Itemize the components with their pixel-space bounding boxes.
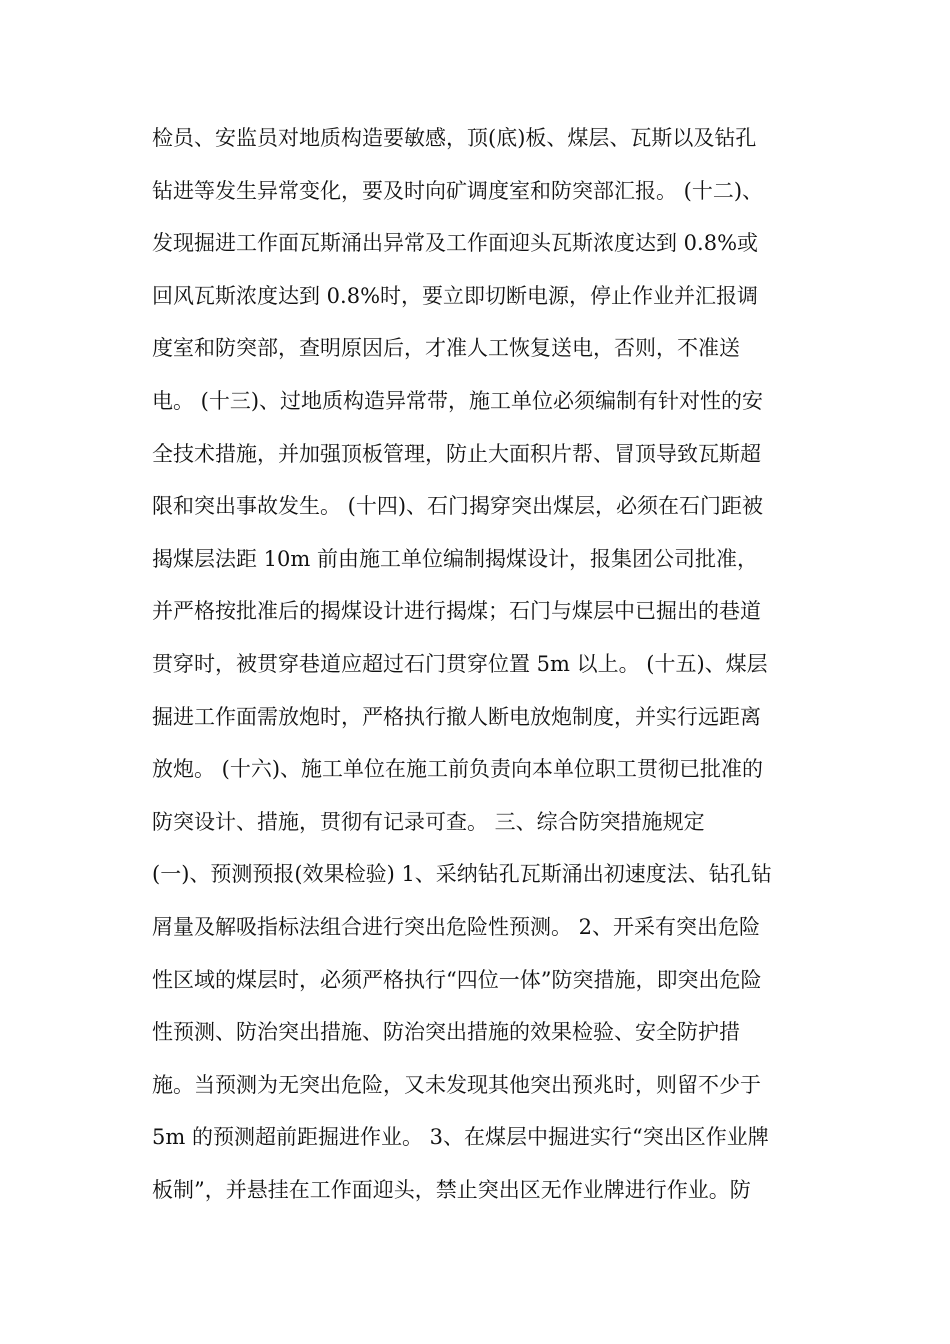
text-line: 并严格按批准后的揭煤设计进行揭煤；石门与煤层中已掘出的巷道 <box>152 599 761 624</box>
text-line: 限和突出事故发生。 (十四)、石门揭穿突出煤层，必须在石门距被 <box>152 494 764 519</box>
text-line: 发现掘进工作面瓦斯涌出异常及工作面迎头瓦斯浓度达到 0.8%或 <box>152 231 759 256</box>
text-line: 屑量及解吸指标法组合进行突出危险性预测。 2、开采有突出危险 <box>152 914 761 939</box>
text-line: 施。当预测为无突出危险，又未发现其他突出预兆时，则留不少于 <box>152 1072 761 1097</box>
text-line: 性区域的煤层时，必须严格执行“四位一体”防突措施，即突出危险 <box>152 967 762 992</box>
text-line: 全技术措施，并加强顶板管理，防止大面积片帮、冒顶导致瓦斯超 <box>152 441 761 466</box>
text-line: (一)、预测预报(效果检验) 1、采纳钻孔瓦斯涌出初速度法、钻孔钻 <box>152 862 772 887</box>
text-line: 揭煤层法距 10m 前由施工单位编制揭煤设计，报集团公司批准， <box>152 546 758 571</box>
text-line: 检员、安监员对地质构造要敏感，顶(底)板、煤层、瓦斯以及钻孔 <box>152 126 757 150</box>
text-line: 贯穿时，被贯穿巷道应超过石门贯穿位置 5m 以上。 (十五)、煤层 <box>152 651 768 676</box>
text-line: 板制”，并悬挂在工作面迎头，禁止突出区无作业牌进行作业。防 <box>152 1177 751 1202</box>
text-line: 电。 (十三)、过地质构造异常带，施工单位必须编制有针对性的安 <box>152 388 764 413</box>
text-line: 钻进等发生异常变化，要及时向矿调度室和防突部汇报。 (十二)、 <box>152 178 764 203</box>
text-line: 回风瓦斯浓度达到 0.8%时，要立即切断电源，停止作业并汇报调 <box>152 283 759 308</box>
text-line: 掘进工作面需放炮时，严格执行撤人断电放炮制度，并实行远距离 <box>152 704 761 729</box>
text-line: 性预测、防治突出措施、防治突出措施的效果检验、安全防护措 <box>152 1020 740 1045</box>
body-text <box>152 112 812 1216</box>
text-line: 度室和防突部，查明原因后，才准人工恢复送电，否则，不准送 <box>152 336 740 361</box>
text-line: 放炮。 (十六)、施工单位在施工前负责向本单位职工贯彻已批准的 <box>152 757 764 782</box>
text-line: 防突设计、措施，贯彻有记录可查。 三、综合防突措施规定 <box>152 809 705 834</box>
text-line: 5m 的预测超前距掘进作业。 3、在煤层中掘进实行“突出区作业牌 <box>152 1125 769 1150</box>
